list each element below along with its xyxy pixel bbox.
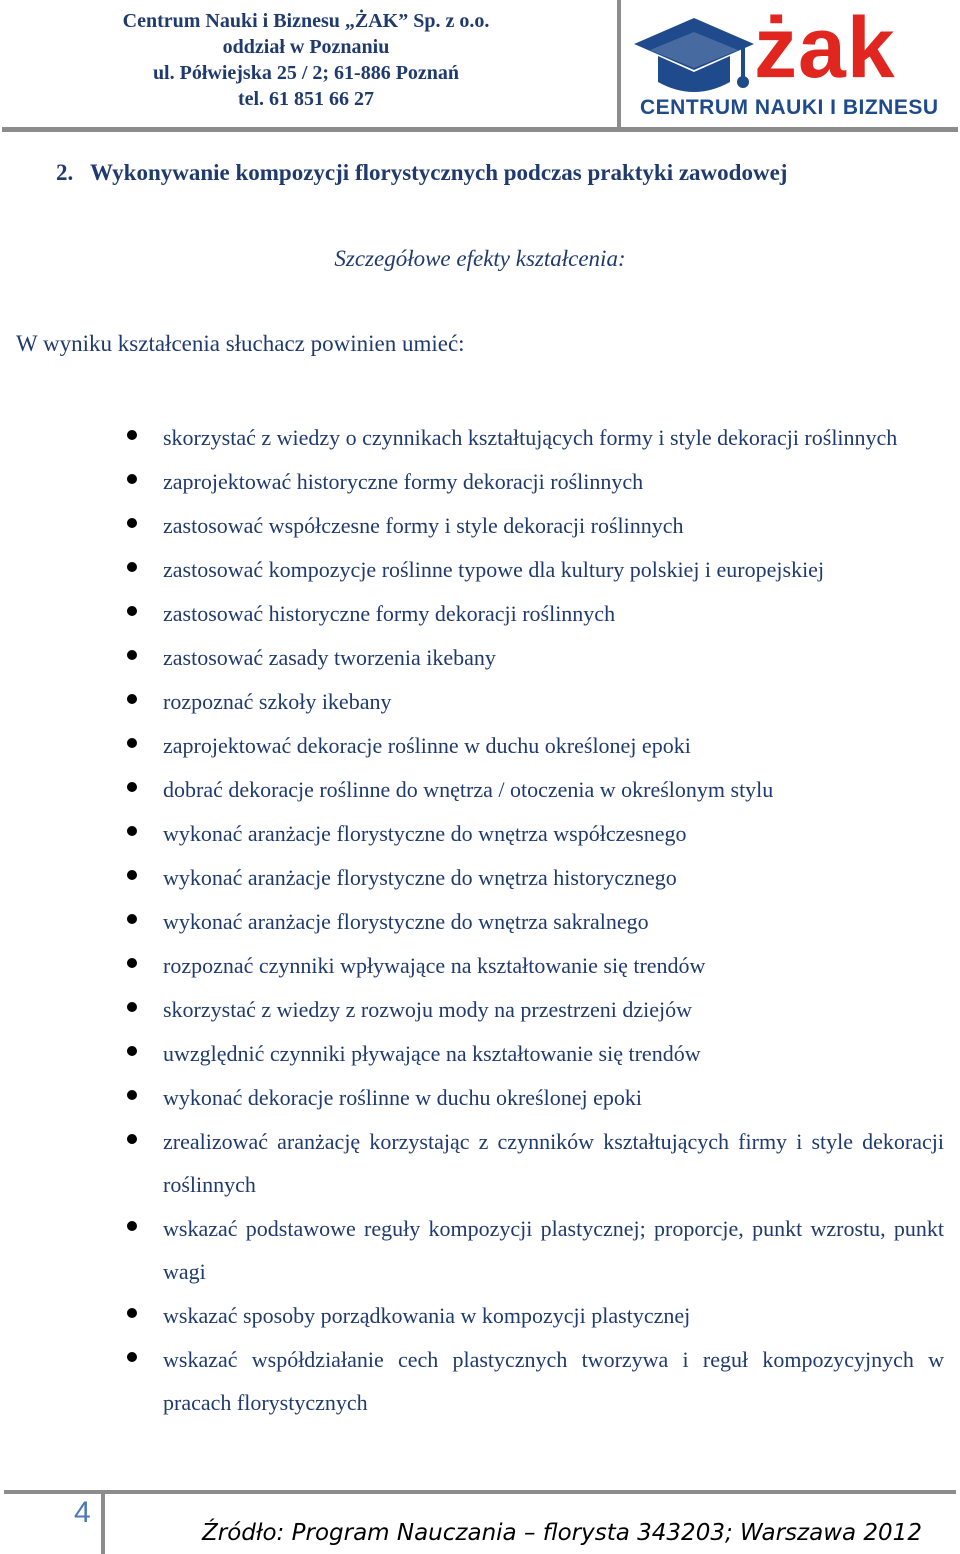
list-item: wykonać aranżacje florystyczne do wnętrza współczesnego <box>163 812 944 855</box>
list-item: rozpoznać szkoły ikebany <box>163 680 944 723</box>
section-title: Wykonywanie kompozycji florystycznych podczas praktyki zawodowej <box>90 160 788 185</box>
page-number: 4 <box>74 1496 91 1529</box>
source-citation: Źródło: Program Nauczania – florysta 343203; Warszawa 2012 <box>202 1520 922 1546</box>
list-item: rozpoznać czynniki wpływające na kształtowanie się trendów <box>163 944 944 987</box>
zak-logo <box>628 0 954 124</box>
page-header <box>0 0 960 135</box>
list-item: skorzystać z wiedzy o czynnikach kształtujących formy i style dekoracji roślinnych <box>163 416 944 459</box>
phone-number: tel. 61 851 66 27 <box>237 88 375 110</box>
learning-outcomes-list <box>163 416 944 1425</box>
section-heading <box>56 160 787 186</box>
list-item: zastosować historyczne formy dekoracji roślinnych <box>163 592 944 635</box>
institution-name: Centrum Nauki i Biznesu „ŻAK” Sp. z o.o. <box>122 10 490 32</box>
footer-divider-horizontal <box>4 1490 956 1494</box>
graduation-cap-icon <box>628 10 758 110</box>
list-item: zrealizować aranżację korzystając z czynników kształtujących firmy i style dekoracji roślinnych <box>163 1120 944 1206</box>
list-item: zaprojektować dekoracje roślinne w duchu określonej epoki <box>163 724 944 767</box>
footer-divider-vertical <box>101 1492 105 1554</box>
logo-wordmark: żak <box>754 0 896 96</box>
section-number: 2. <box>56 160 74 185</box>
list-item: wskazać współdziałanie cech plastycznych tworzywa i reguł kompozycyjnych w pracach florystycznych <box>163 1338 944 1424</box>
list-item: skorzystać z wiedzy z rozwoju mody na przestrzeni dziejów <box>163 988 944 1031</box>
list-item: zastosować kompozycje roślinne typowe dla kultury polskiej i europejskiej <box>163 548 944 591</box>
list-item: dobrać dekoracje roślinne do wnętrza / otoczenia w określonym stylu <box>163 768 944 811</box>
list-item: wykonać dekoracje roślinne w duchu określonej epoki <box>163 1076 944 1119</box>
subtitle: Szczegółowe efekty kształcenia: <box>334 246 626 271</box>
street-address: ul. Półwiejska 25 / 2; 61-886 Poznań <box>152 62 460 84</box>
list-item: zastosować zasady tworzenia ikebany <box>163 636 944 679</box>
branch-name: oddział w Poznaniu <box>222 36 390 58</box>
list-item: zastosować współczesne formy i style dekoracji roślinnych <box>163 504 944 547</box>
logo-subtitle: CENTRUM NAUKI I BIZNESU <box>640 96 939 119</box>
list-item: wskazać sposoby porządkowania w kompozycji plastycznej <box>163 1294 944 1337</box>
list-item: wykonać aranżacje florystyczne do wnętrza historycznego <box>163 856 944 899</box>
list-item: zaprojektować historyczne formy dekoracji roślinnych <box>163 460 944 503</box>
list-item: uwzględnić czynniki pływające na kształtowanie się trendów <box>163 1032 944 1075</box>
list-item: wskazać podstawowe reguły kompozycji plastycznej; proporcje, punkt wzrostu, punkt wagi <box>163 1207 944 1293</box>
header-divider-vertical <box>617 0 621 130</box>
list-item: wykonać aranżacje florystyczne do wnętrza sakralnego <box>163 900 944 943</box>
institution-address <box>0 8 612 112</box>
header-divider-horizontal <box>2 127 958 132</box>
intro-text: W wyniku kształcenia słuchacz powinien umieć: <box>16 331 465 356</box>
